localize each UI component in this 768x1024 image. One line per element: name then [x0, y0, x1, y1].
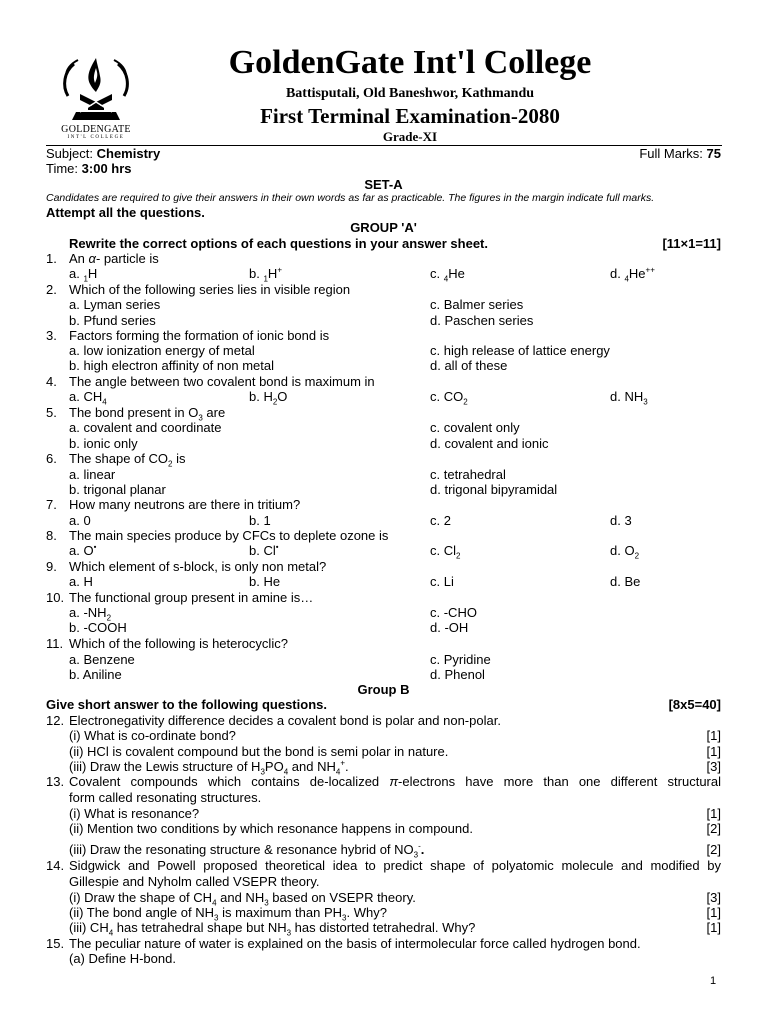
full-marks-line — [560, 146, 721, 161]
q12-sub-ii-marks: [1] — [706, 744, 721, 759]
q7-option-a: a. 0 — [69, 513, 91, 528]
q15-text: The peculiar nature of water is explained on the basis of intermolecular force called hydrogen bond. — [69, 936, 641, 951]
q8-option-d: d. $O_2$ — [610, 543, 640, 561]
q6-text: The shape of $CO_2$ is — [69, 451, 186, 469]
q6-number: 6. — [46, 451, 57, 466]
q12-sub-iii-marks: [3] — [706, 759, 721, 774]
q3-number: 3. — [46, 328, 57, 343]
q4-option-d: d. $NH_3$ — [610, 389, 648, 407]
group-b-title: Group B — [357, 682, 410, 697]
q11-option-d: d. Phenol — [430, 667, 485, 682]
q11-option-a: a. Benzene — [69, 652, 135, 667]
q11-text: Which of the following is heterocyclic? — [69, 636, 288, 651]
q8-number: 8. — [46, 528, 57, 543]
q6-option-d: d. trigonal bipyramidal — [430, 482, 558, 497]
q12-number: 12. — [46, 713, 65, 728]
q2-option-b: b. Pfund series — [69, 313, 156, 328]
subject-label: Subject: — [46, 146, 93, 161]
q14-sub-iii-marks: [1] — [706, 920, 721, 935]
q13-text-line1: Covalent compounds which contains de-localized π-electrons have more than one different structural — [69, 774, 722, 789]
college-name: GoldenGate Int'l College — [228, 44, 592, 81]
time-label: Time: — [46, 161, 79, 176]
exam-title: First Terminal Examination-2080 — [260, 104, 560, 128]
q5-text: The bond present in $O_3$ are — [69, 405, 226, 423]
q3-option-a: a. low ionization energy of metal — [69, 343, 255, 358]
q13-sub-ii-marks: [2] — [706, 821, 721, 836]
q11-number: 11. — [46, 636, 64, 651]
q8-text: The main species produce by CFCs to deplete ozone is — [69, 528, 389, 543]
q8-option-b: b. Cl• — [249, 542, 279, 558]
group-a-marks: [11×1=11] — [662, 236, 721, 251]
q13-sub-i-marks: [1] — [706, 806, 721, 821]
q14-sub-i: (i) Draw the shape of $CH_4$ and $NH_3$ based on VSEPR theory. — [69, 890, 416, 908]
q5-option-d: d. covalent and ionic — [430, 436, 549, 451]
q3-option-d: d. all of these — [430, 358, 508, 373]
subject-line — [46, 146, 160, 161]
q7-option-b: b. 1 — [249, 513, 271, 528]
q5-option-c: c. covalent only — [430, 420, 520, 435]
q14-sub-i-marks: [3] — [706, 890, 721, 905]
q11-option-b: b. Aniline — [69, 667, 122, 682]
q13-text-line2: form called resonating structures. — [69, 790, 262, 805]
q12-sub-iii: (iii) Draw the Lewis structure of $H_3PO_4$ and $NH_4^+$. — [69, 758, 349, 777]
instructions: Candidates are required to give their answers in their own words as far as practicable. The figures in the margin indicate full marks. — [46, 192, 655, 204]
q13-sub-iii: (iii) Draw the resonating structure & resonance hybrid of $NO_3^-$. — [69, 841, 425, 860]
q10-option-b: b. -COOH — [69, 620, 127, 635]
page-number: 1 — [710, 975, 717, 987]
q10-text: The functional group present in amine is… — [69, 590, 314, 605]
q1-option-c: c. $_4$He — [430, 266, 465, 284]
q14-number: 14. — [46, 858, 65, 873]
q11-option-c: c. Pyridine — [430, 652, 491, 667]
q4-option-b: b. $H_2O$ — [249, 389, 288, 407]
q3-text: Factors forming the formation of ionic bond is — [69, 328, 330, 343]
q12-sub-ii: (ii) HCl is covalent compound but the bond is semi polar in nature. — [69, 744, 449, 759]
q10-number: 10. — [46, 590, 65, 605]
q15-number: 15. — [46, 936, 65, 951]
q2-option-d: d. Paschen series — [430, 313, 534, 328]
q12-sub-i: (i) What is co-ordinate bond? — [69, 728, 236, 743]
q1-number: 1. — [46, 251, 57, 266]
q7-option-d: d. 3 — [610, 513, 632, 528]
subject-value: Chemistry — [96, 146, 161, 161]
q6-option-c: c. tetrahedral — [430, 467, 506, 482]
q14-sub-iii: (iii) $CH_4$ has tetrahedral shape but $NH_3$ has distorted tetrahedral. Why? — [69, 920, 476, 938]
q2-option-a: a. Lyman series — [69, 297, 161, 312]
q14-sub-ii: (ii) The bond angle of $NH_3$ is maximum than $PH_3$. Why? — [69, 905, 387, 923]
q7-text: How many neutrons are there in tritium? — [69, 497, 301, 512]
q13-number: 13. — [46, 774, 65, 789]
q14-text-line2: Gillespie and Nyholm called VSEPR theory. — [69, 874, 320, 889]
q9-option-c: c. Li — [430, 574, 454, 589]
q2-number: 2. — [46, 282, 57, 297]
q9-text: Which element of s-block, is only non metal? — [69, 559, 327, 574]
q7-number: 7. — [46, 497, 57, 512]
q7-option-c: c. 2 — [430, 513, 451, 528]
group-a-title: GROUP 'A' — [350, 220, 417, 235]
q13-sub-ii: (ii) Mention two conditions by which resonance happens in compound. — [69, 821, 473, 836]
q5-option-a: a. covalent and coordinate — [69, 420, 222, 435]
q1-option-d: d. $_4$He++ — [610, 265, 655, 284]
q5-number: 5. — [46, 405, 57, 420]
q4-option-a: a. $CH_4$ — [69, 389, 107, 407]
q13-sub-i: (i) What is resonance? — [69, 806, 200, 821]
q3-option-b: b. high electron affinity of non metal — [69, 358, 274, 373]
q9-number: 9. — [46, 559, 57, 574]
time-value: 3:00 hrs — [81, 161, 132, 176]
q1-option-a: a. $_1$H — [69, 266, 98, 284]
q5-option-b: b. ionic only — [69, 436, 138, 451]
q13-sub-iii-marks: [2] — [706, 842, 721, 857]
q10-option-c: c. -CHO — [430, 605, 477, 620]
grade-label: Grade-XI — [382, 129, 438, 144]
college-address: Battisputali, Old Baneshwor, Kathmandu — [285, 86, 535, 101]
group-b-marks: [8x5=40] — [668, 697, 721, 712]
q6-option-b: b. trigonal planar — [69, 482, 166, 497]
q10-option-d: d. -OH — [430, 620, 469, 635]
q9-option-b: b. He — [249, 574, 281, 589]
logo-subtext: INT'L COLLEGE — [67, 135, 125, 140]
attempt-all: Attempt all the questions. — [46, 205, 205, 220]
q12-text: Electronegativity difference decides a covalent bond is polar and non-polar. — [69, 713, 501, 728]
q15-sub-a: (a) Define H-bond. — [69, 951, 176, 966]
group-a-instruction: Rewrite the correct options of each questions in your answer sheet. — [69, 236, 488, 251]
q4-option-c: c. $CO_2$ — [430, 389, 468, 407]
q10-option-a: a. $-NH_2$ — [69, 605, 112, 623]
logo-text: GOLDENGATE — [61, 124, 131, 135]
q1-option-b: b. $_1$H+ — [249, 265, 282, 284]
q12-sub-i-marks: [1] — [706, 728, 721, 743]
full-marks-value: 75 — [706, 146, 721, 161]
full-marks-label: Full Marks: — [639, 146, 703, 161]
q8-option-c: c. $Cl_2$ — [430, 543, 461, 561]
q6-option-a: a. linear — [69, 467, 116, 482]
q2-text: Which of the following series lies in visible region — [69, 282, 351, 297]
q14-sub-ii-marks: [1] — [706, 905, 721, 920]
q4-text: The angle between two covalent bond is maximum in — [69, 374, 375, 389]
q9-option-a: a. H — [69, 574, 93, 589]
q9-option-d: d. Be — [610, 574, 641, 589]
group-b-instruction: Give short answer to the following questions. — [46, 697, 327, 712]
q2-option-c: c. Balmer series — [430, 297, 524, 312]
q3-option-c: c. high release of lattice energy — [430, 343, 610, 358]
time-line — [46, 161, 132, 176]
q14-text-line1: Sidgwick and Powell proposed theoretical idea to predict shape of polyatomic molecule and modified by — [69, 858, 721, 873]
q8-option-a: a. O• — [69, 542, 97, 558]
q1-text: An α- particle is — [69, 251, 159, 266]
q4-number: 4. — [46, 374, 57, 389]
set-label: SET-A — [364, 177, 403, 192]
